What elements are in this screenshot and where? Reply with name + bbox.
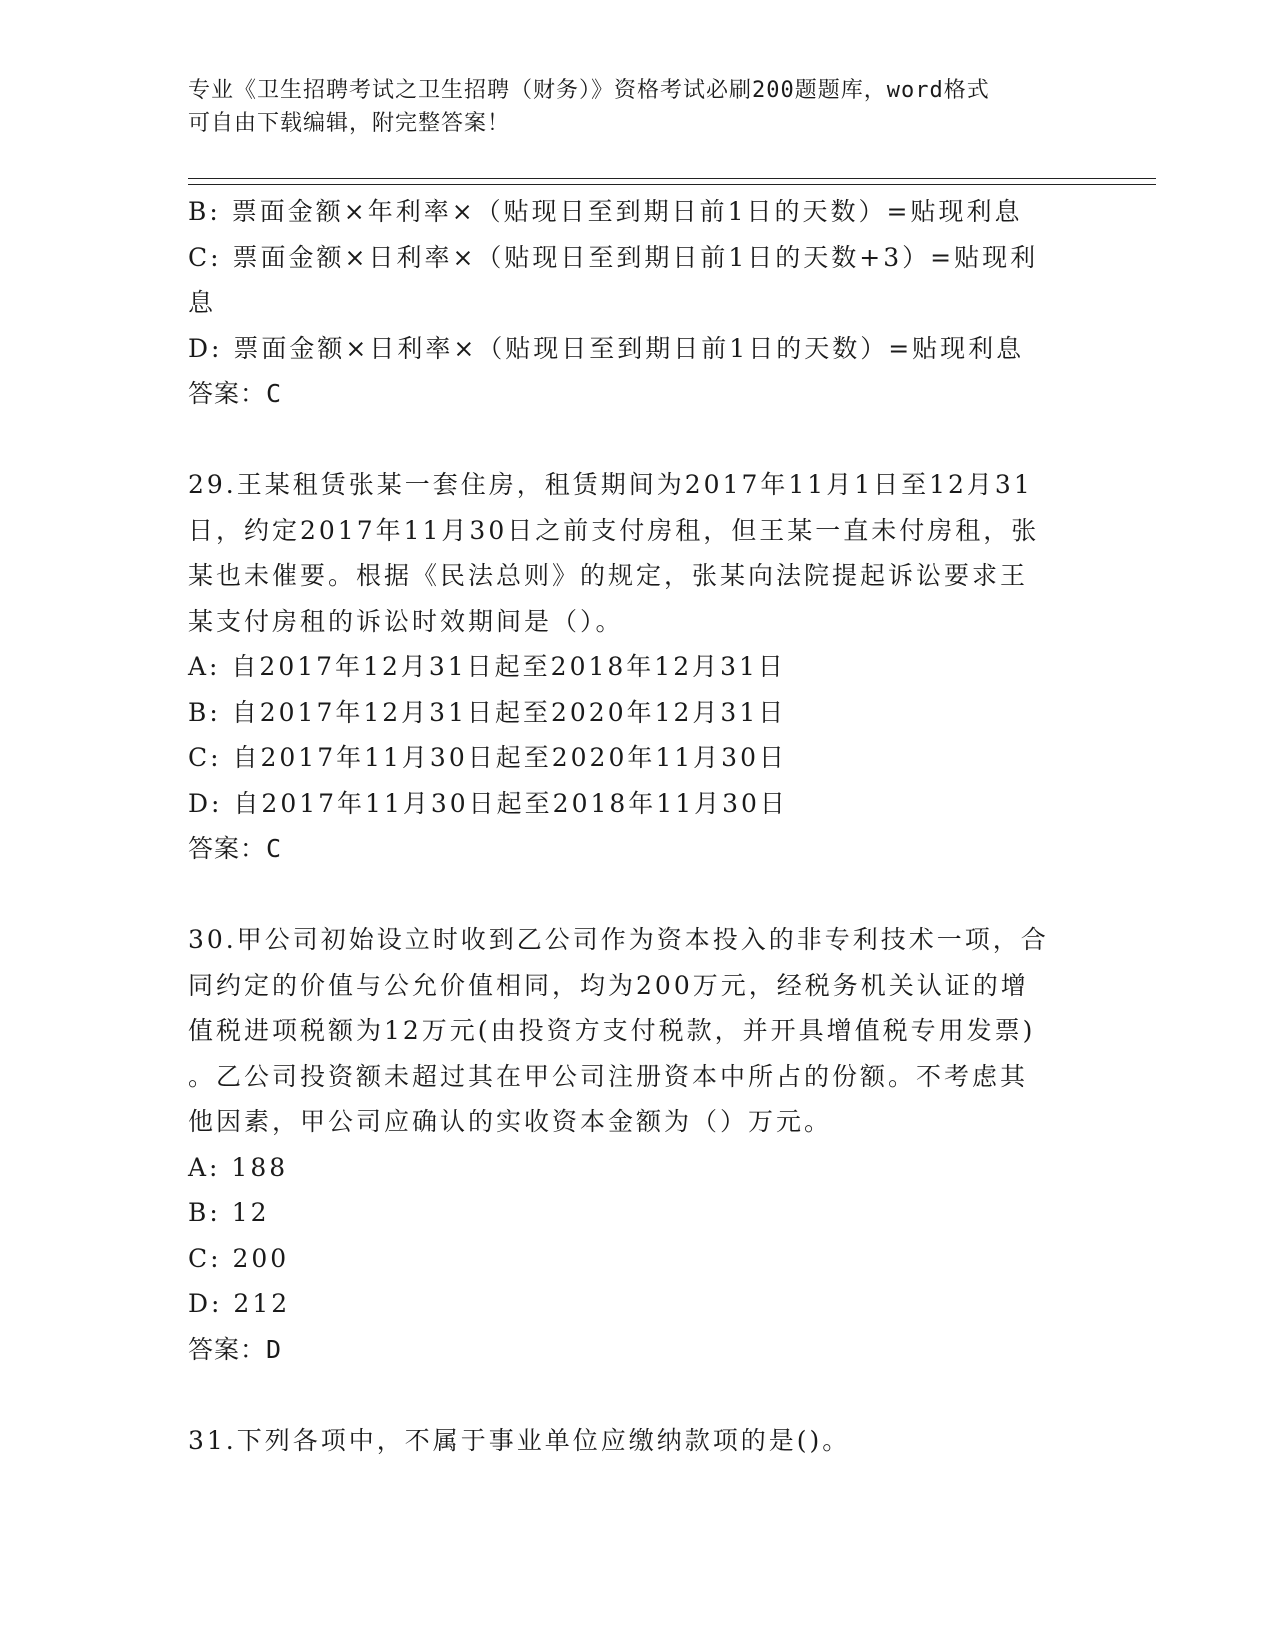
document-header — [188, 74, 1088, 140]
option-b: B: 票面金额×年利率×（贴现日至到期日前1日的天数）=贴现利息 — [188, 197, 1023, 226]
question-text: 。乙公司投资额未超过其在甲公司注册资本中所占的份额。不考虑其 — [188, 1061, 1029, 1091]
answer: 答案：C — [188, 834, 283, 863]
answer: 答案：C — [188, 379, 283, 408]
option-b: B: 12 — [188, 1198, 270, 1227]
question-29 — [188, 462, 1088, 872]
question-28-continuation — [188, 189, 1088, 417]
question-text: 某支付房租的诉讼时效期间是（）。 — [188, 606, 624, 636]
question-text: 31.下列各项中，不属于事业单位应缴纳款项的是()。 — [188, 1425, 851, 1455]
option-d: D: 自2017年11月30日起至2018年11月30日 — [188, 788, 788, 818]
spacer — [188, 1372, 1088, 1418]
spacer — [188, 417, 1088, 463]
spacer — [188, 872, 1088, 918]
question-text: 30.甲公司初始设立时收到乙公司作为资本投入的非专利技术一项，合 — [188, 925, 1049, 954]
option-b: B: 自2017年12月31日起至2020年12月31日 — [188, 697, 787, 727]
question-31 — [188, 1418, 1088, 1464]
header-line: 可自由下载编辑，附完整答案！ — [188, 111, 511, 136]
option-d: D: 票面金额×日利率×（贴现日至到期日前1日的天数）=贴现利息 — [188, 333, 1025, 363]
question-text: 29.王某租赁张某一套住房，租赁期间为2017年11月1日至12月31 — [188, 470, 1033, 499]
option-c-wrap: 息 — [188, 288, 217, 317]
option-c: C: 票面金额×日利率×（贴现日至到期日前1日的天数+3）=贴现利 — [188, 242, 1039, 272]
option-c: C: 200 — [188, 1243, 290, 1273]
question-text: 某也未催要。根据《民法总则》的规定，张某向法院提起诉讼要求王 — [188, 561, 1029, 590]
option-a: A: 自2017年12月31日起至2018年12月31日 — [188, 652, 786, 681]
question-text: 同约定的价值与公允价值相同，均为200万元，经税务机关认证的增 — [188, 970, 1029, 1000]
header-divider — [188, 184, 1156, 185]
question-text: 他因素，甲公司应确认的实收资本金额为（）万元。 — [188, 1107, 833, 1136]
question-text: 日，约定2017年11月30日之前支付房租，但王某一直未付房租，张 — [188, 515, 1040, 545]
question-text: 值税进项税额为12万元(由投资方支付税款，并开具增值税专用发票) — [188, 1016, 1036, 1045]
option-d: D: 212 — [188, 1289, 291, 1318]
answer: 答案：D — [188, 1334, 283, 1364]
question-30 — [188, 917, 1088, 1372]
option-a: A: 188 — [188, 1152, 289, 1182]
document-body — [188, 189, 1088, 1463]
header-line: 专业《卫生招聘考试之卫生招聘（财务）》资格考试必刷200题题库，word格式 — [188, 78, 990, 103]
option-c: C: 自2017年11月30日起至2020年11月30日 — [188, 743, 787, 772]
header-divider — [188, 178, 1156, 179]
